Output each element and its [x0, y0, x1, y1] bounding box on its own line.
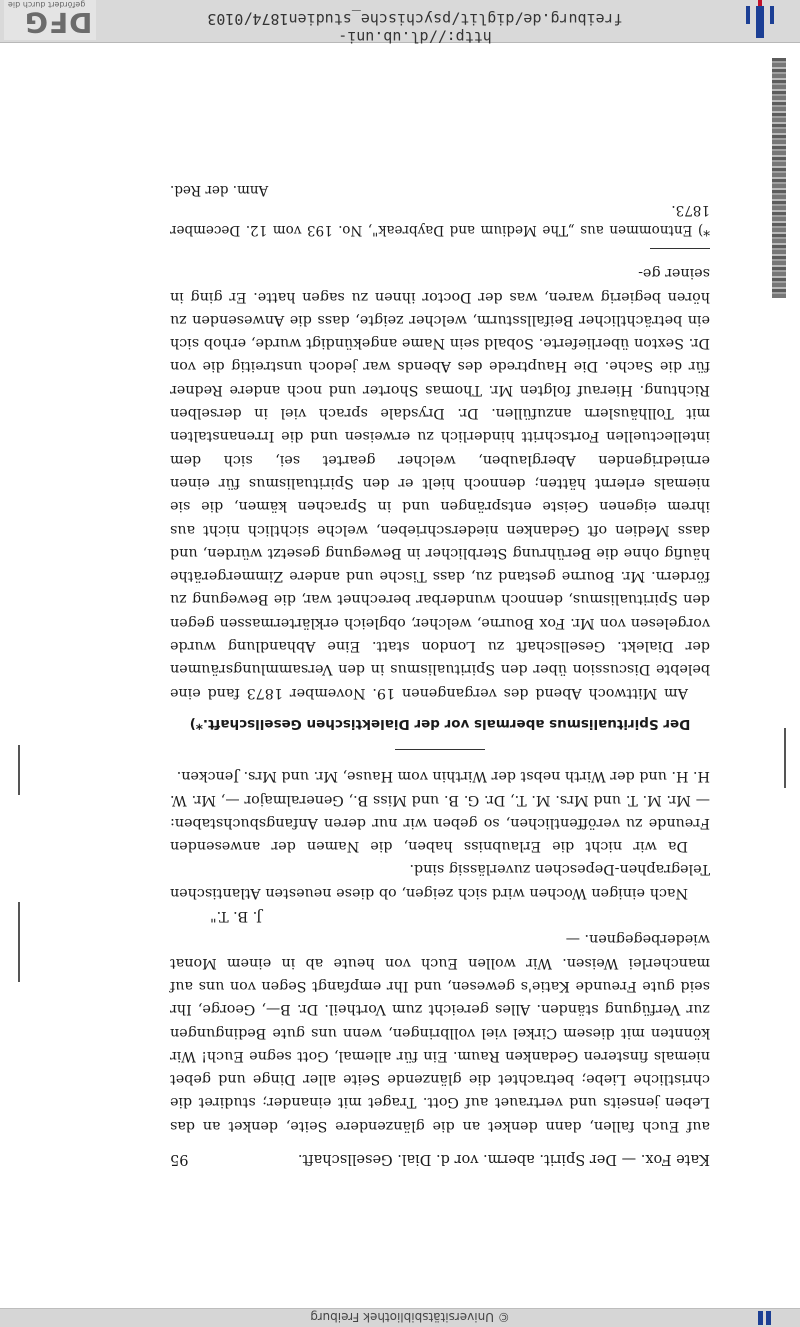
- signature: J. B. T.": [210, 908, 262, 925]
- ub-freiburg-logo-icon[interactable]: [742, 0, 782, 40]
- running-head: [170, 1147, 710, 1170]
- dfg-logo[interactable]: [4, 0, 96, 40]
- document-page: [170, 130, 710, 1170]
- margin-artifact: [784, 728, 786, 788]
- ub-mini-logo-icon: [758, 1311, 774, 1325]
- footnote: [170, 180, 710, 240]
- bottom-bar: [0, 1308, 800, 1327]
- paragraph: auf Euch fallen, dann denket an die glänzendere Seite, denket an das Leben jenseits und vertrauet auf Gott. Traget mit einander; studiret die christliche Liebe; betrachtet die glänzende Seite aller Dinge und gebet niemals finsteren Gedanken Raum. Ein für allemal, Gott segne Euch! Wir könnten mit diesem Cirkel viel vollbringen, wenn uns gute Bedingungen zur Verfügung ständen. Alles gereicht zum Vortheil. Dr. B—, George, Ihr seid gute Freunde Katie's gewesen, und Ihr empfangt Segen von uns auf mancherlei Weisen. Wir wollen Euch von heute ab in einem Monat wiederbegegnen. —: [170, 931, 710, 1134]
- copyright-text: © Universitätsbibliothek Freiburg: [310, 1310, 510, 1324]
- margin-artifact: [18, 745, 20, 795]
- url-text[interactable]: http://dl.ub.uni-freiburg.de/diglit/psychische_studien1874/0103: [207, 10, 623, 46]
- footnote-text: *) Entnommen aus „The Medium and Daybreak", No. 193 vom 12. December 1873.: [170, 202, 710, 239]
- section-title: Der Spiritualismus abermals vor der Dialektischen Gesellschaft.*): [189, 715, 691, 732]
- browser-toolbar: [0, 0, 800, 46]
- paragraph: Am Mittwoch Abend des vergangenen 19. November 1873 fand eine belebte Discussion über den Spiritualismus in den Versammlungsräumen der Dialekt. Gesellschaft zu London statt. Eine Abhandlung wurde vorgelesen von Mr. Fox Bourne, welcher, obgleich erklärtermassen gegen den Spiritualismus, dennoch wunderbar berechnet war, die Bewegung zu fördern. Mr. Bourne gestand zu, dass Tische und andere Zimmergeräthe häufig ohne die Berührung Sterblicher in Bewegung gesetzt würden, und dass Medien oft Gedanken niederschrieben, welche sichtlich nicht aus ihrem eigenen Geiste entsprängen und in Sprachen kämen, die sie niemals erlernt hätten; dennoch hielt er den Spiritualismus für einen erniedrigenden Aberglauben, welcher geartet sei, sich dem intellectuellen Fortschritt hinderlich zu erweisen und die Irrenanstalten mit Tollhäuslern anzufüllen. Dr. Drysdale sprach viel in derselben Richtung. Hierauf folgten Mr. Thomas Shorter und noch andere Redner für die Sache. Die Hauptrede des Abends war jedoch unstreitig die von Dr. Sexton überlieferte. Sobald sein Name angekündigt wurde, erhob sich ein beträchtlicher Beifallssturm, welcher zeigte, dass die Anwesenden zu hören begierig waren, was der Doctor ihnen zu sagen hatte. Er ging in seiner ge-: [170, 265, 710, 701]
- footnote-divider: [650, 248, 710, 249]
- scan-edge-artifact: [772, 58, 786, 298]
- margin-artifact: [18, 902, 20, 982]
- paragraph: Nach einigen Wochen wird sich zeigen, ob diese neuesten Atlantischen Telegraphen-Depeschen zuverlässig sind.: [170, 861, 710, 901]
- dfg-logo-text: DFG: [23, 6, 92, 39]
- page-number: 95: [170, 1151, 189, 1167]
- running-head-title: Kate Fox. — Der Spirit. aberm. vor d. Dial. Gesellschaft.: [297, 1151, 710, 1167]
- dfg-logo-caption: gefördert durch die: [8, 0, 86, 9]
- divider: [395, 749, 485, 750]
- paragraph: Da wir nicht die Erlaubniss haben, die Namen der anwesenden Freunde zu veröffentlichen, so geben wir nur deren Anfangsbuchstaben: — Mr. M. T. und Mrs. M. T., Dr. G. B. und Miss B., Generalmajor —, Mr. W. H. H. und der Wirth nebst der Wirthin vom Hause, Mr. und Mrs. Jencken.: [170, 768, 710, 855]
- footnote-note: Anm. der Red.: [170, 182, 269, 199]
